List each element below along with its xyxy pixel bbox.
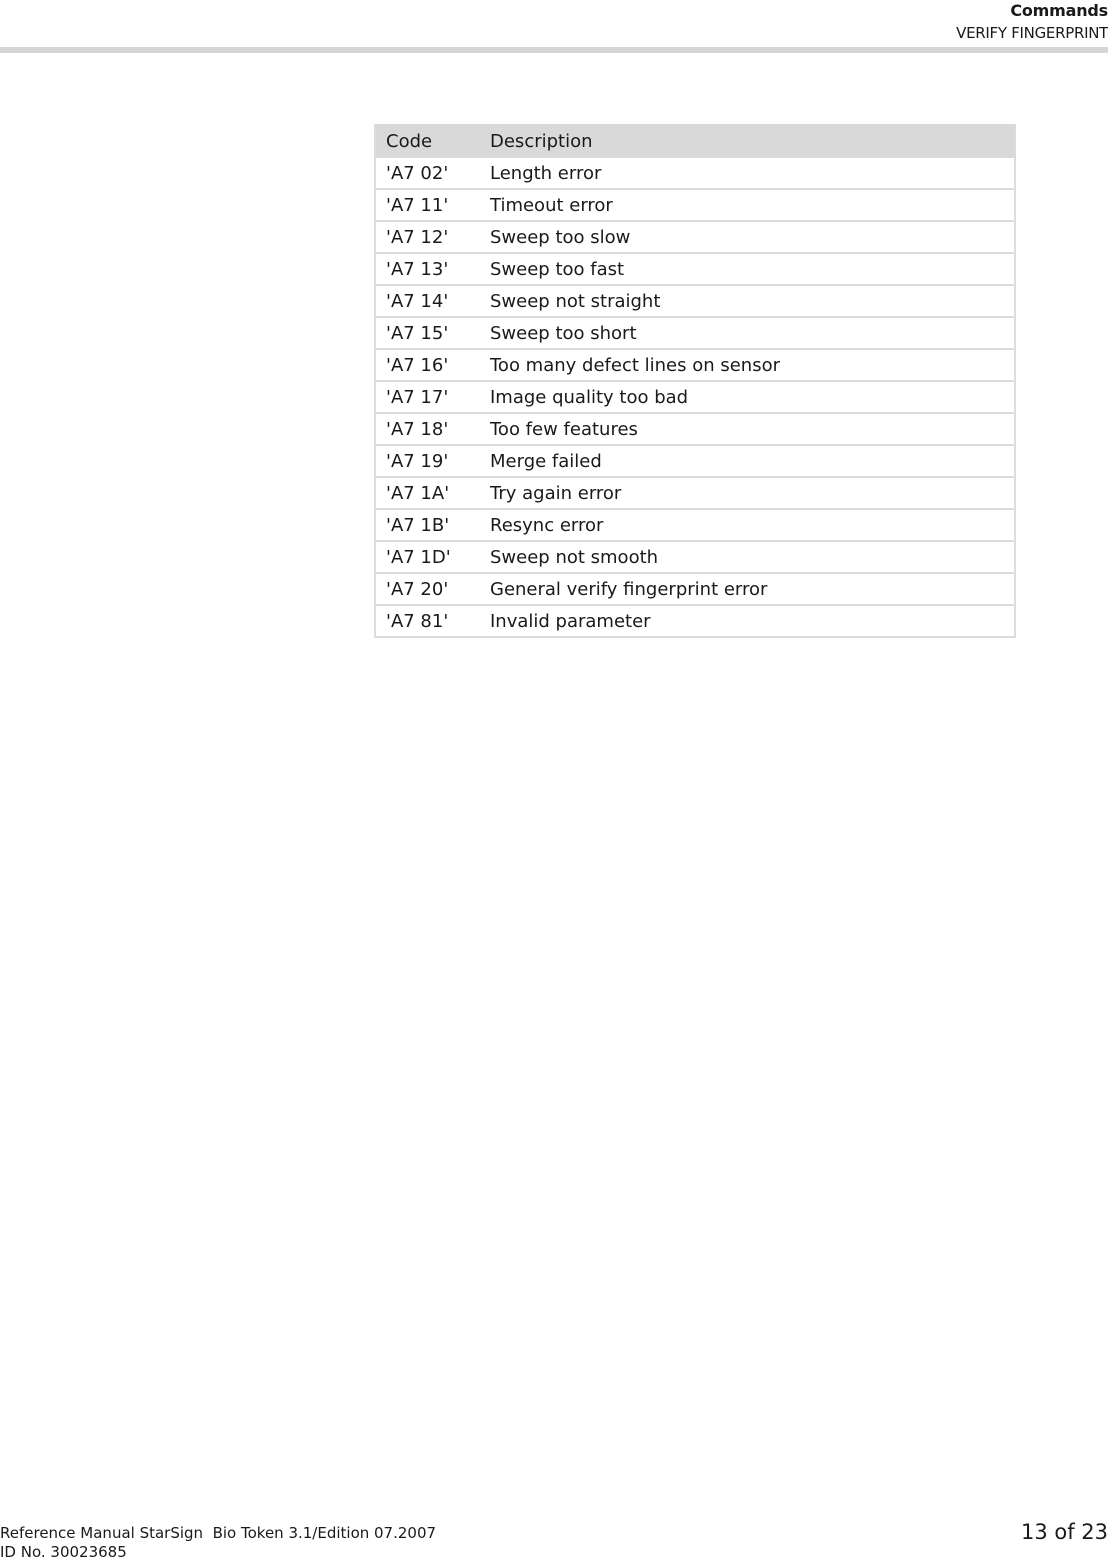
table-row <box>375 317 1015 349</box>
error-code-cell: 'A7 1B' <box>375 509 480 541</box>
table-row <box>375 253 1015 285</box>
table-row <box>375 605 1015 637</box>
error-code-cell: 'A7 11' <box>375 189 480 221</box>
error-description-cell: General verify fingerprint error <box>480 573 1015 605</box>
error-description-cell: Too many defect lines on sensor <box>480 349 1015 381</box>
page-number: 13 of 23 <box>1020 1520 1108 1544</box>
error-code-cell: 'A7 17' <box>375 381 480 413</box>
error-description-cell: Sweep too fast <box>480 253 1015 285</box>
error-code-cell: 'A7 81' <box>375 605 480 637</box>
error-description-cell: Sweep not smooth <box>480 541 1015 573</box>
error-description-cell: Try again error <box>480 477 1015 509</box>
table-row <box>375 349 1015 381</box>
table-row <box>375 285 1015 317</box>
error-code-cell: 'A7 16' <box>375 349 480 381</box>
table-row <box>375 189 1015 221</box>
error-description-cell: Timeout error <box>480 189 1015 221</box>
table-row <box>375 381 1015 413</box>
error-code-table-container <box>374 124 1014 638</box>
page-footer-info <box>0 1524 436 1562</box>
manual-reference: Reference Manual StarSign Bio Token 3.1/Edition 07.2007 <box>0 1524 437 1542</box>
section-title: Commands <box>1010 1 1108 20</box>
table-row <box>375 477 1015 509</box>
table-body <box>375 157 1015 637</box>
header-divider <box>0 47 1108 53</box>
error-code-cell: 'A7 19' <box>375 445 480 477</box>
error-code-cell: 'A7 12' <box>375 221 480 253</box>
error-code-cell: 'A7 15' <box>375 317 480 349</box>
table-row <box>375 157 1015 189</box>
section-subtitle: VERIFY FINGERPRINT <box>956 24 1108 42</box>
error-description-cell: Image quality too bad <box>480 381 1015 413</box>
error-description-cell: Sweep not straight <box>480 285 1015 317</box>
table-row <box>375 509 1015 541</box>
error-description-cell: Sweep too slow <box>480 221 1015 253</box>
page-header <box>956 0 1108 44</box>
error-code-table <box>374 124 1016 638</box>
error-code-cell: 'A7 1D' <box>375 541 480 573</box>
column-header-code: Code <box>375 125 480 157</box>
table-row <box>375 573 1015 605</box>
error-description-cell: Resync error <box>480 509 1015 541</box>
table-row <box>375 445 1015 477</box>
table-row <box>375 541 1015 573</box>
error-code-cell: 'A7 20' <box>375 573 480 605</box>
document-id: ID No. 30023685 <box>0 1543 127 1561</box>
table-header-row <box>375 125 1015 157</box>
column-header-description: Description <box>480 125 1015 157</box>
error-description-cell: Length error <box>480 157 1015 189</box>
error-code-cell: 'A7 18' <box>375 413 480 445</box>
table-row <box>375 221 1015 253</box>
error-code-cell: 'A7 14' <box>375 285 480 317</box>
error-description-cell: Too few features <box>480 413 1015 445</box>
error-description-cell: Invalid parameter <box>480 605 1015 637</box>
error-description-cell: Merge failed <box>480 445 1015 477</box>
error-description-cell: Sweep too short <box>480 317 1015 349</box>
error-code-cell: 'A7 1A' <box>375 477 480 509</box>
table-row <box>375 413 1015 445</box>
error-code-cell: 'A7 02' <box>375 157 480 189</box>
error-code-cell: 'A7 13' <box>375 253 480 285</box>
